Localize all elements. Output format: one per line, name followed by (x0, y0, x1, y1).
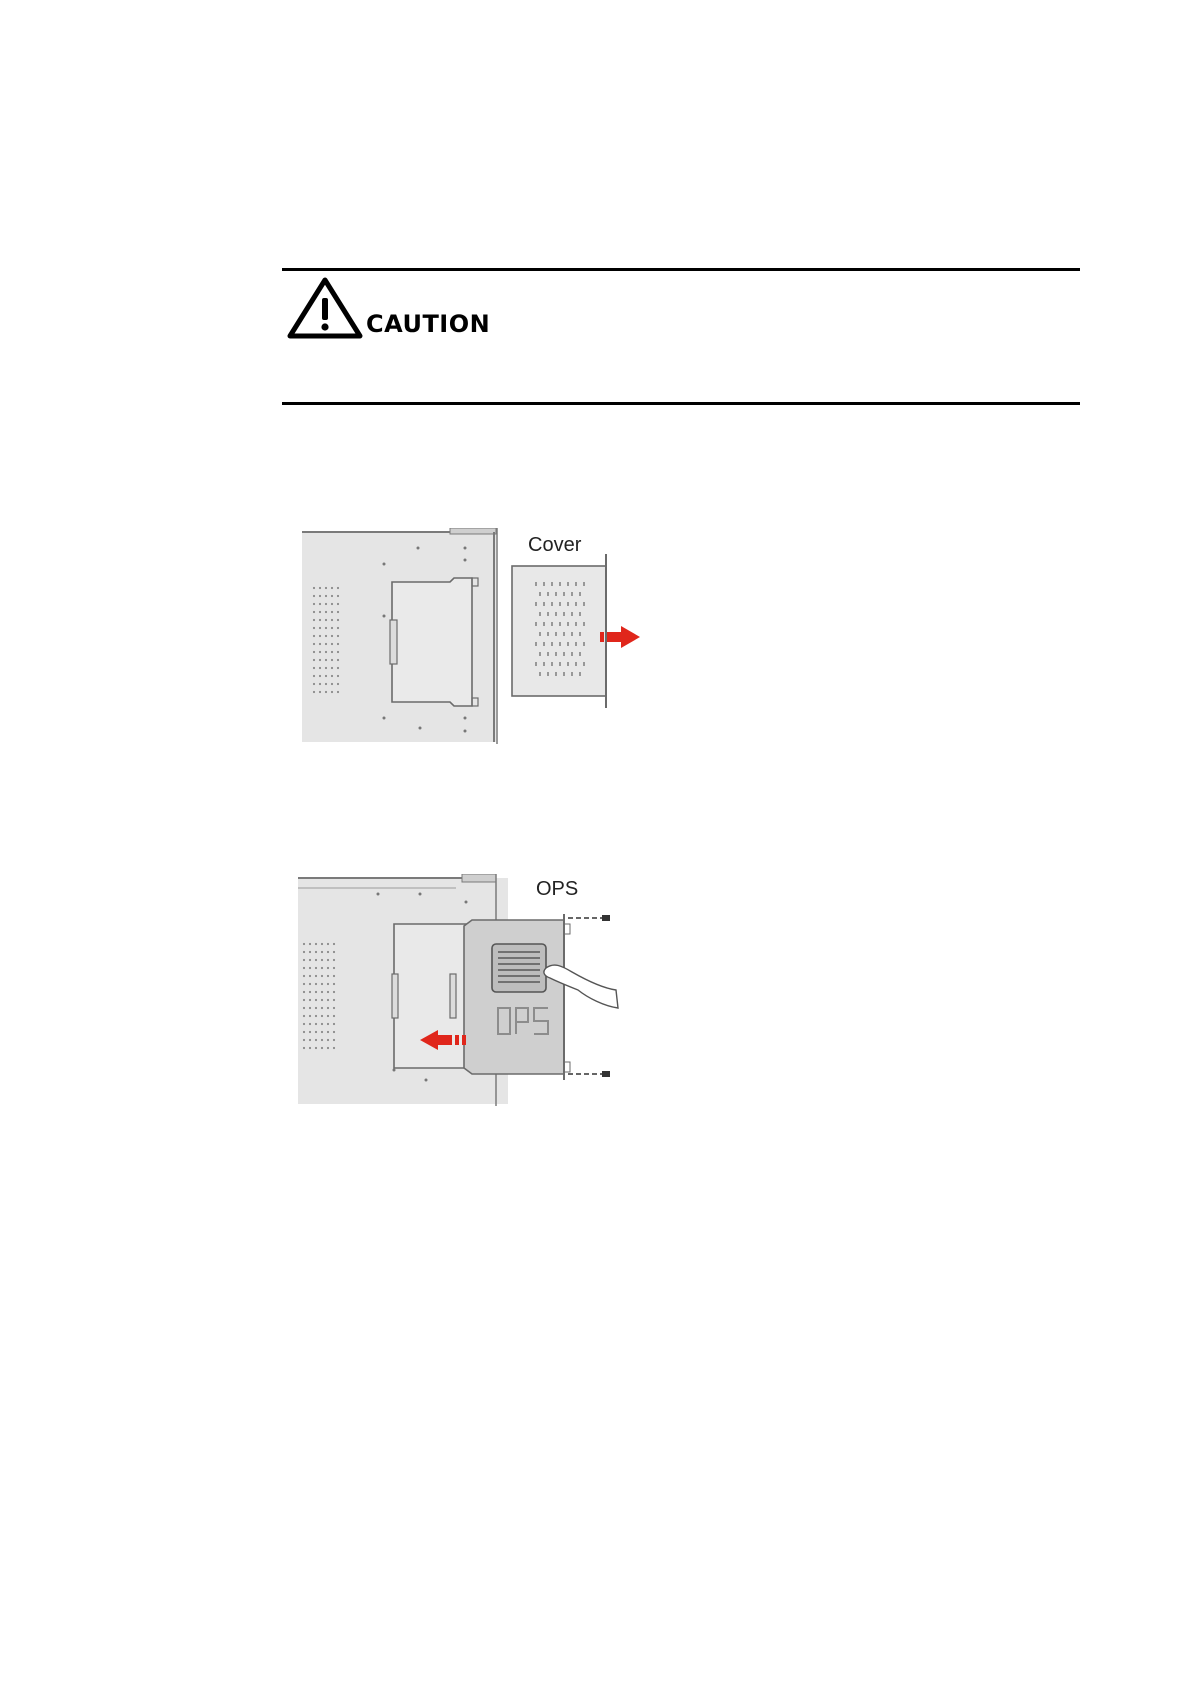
warning-triangle-icon (286, 276, 364, 340)
display-rear-illustration (300, 528, 660, 744)
caution-bottom-rule (282, 402, 1080, 405)
caution-box (282, 268, 1080, 403)
ops-insertion-figure (296, 874, 656, 1106)
cover-label: Cover (528, 534, 582, 556)
ops-insert-illustration (296, 874, 656, 1106)
caution-label: CAUTION (366, 310, 491, 338)
ops-label: OPS (536, 878, 579, 900)
cover-removal-figure (300, 528, 660, 744)
